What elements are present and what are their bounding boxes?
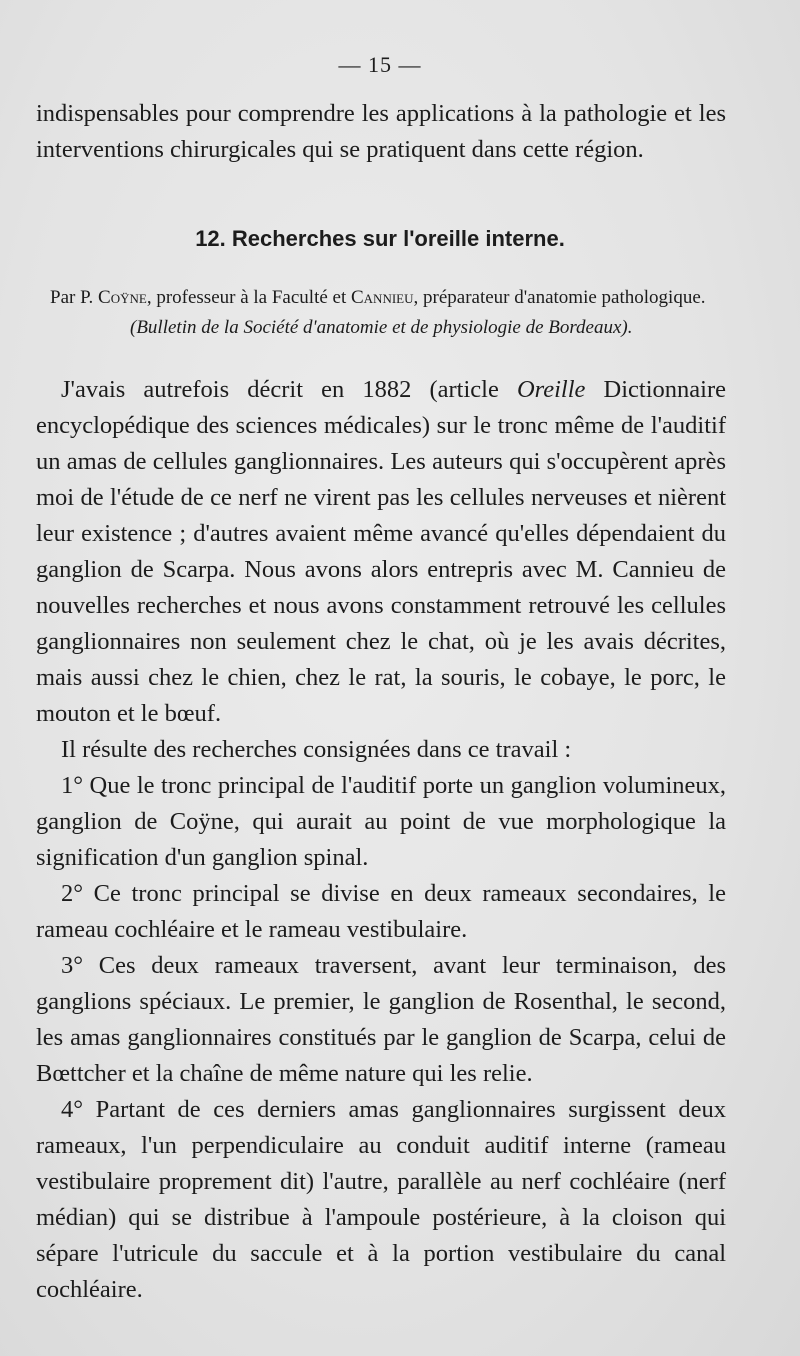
source-citation: (Bulletin de la Société d'anatomie et de physiologie de Bordeaux).: [130, 317, 633, 338]
author-cannieu: Cannieu: [351, 287, 414, 308]
page-number: — 15 —: [338, 52, 422, 77]
section-heading: 12. Recherches sur l'oreille interne.: [195, 226, 565, 251]
authors-line: [50, 283, 730, 313]
paragraph-6: 4° Partant de ces derniers amas ganglionnaires surgissent deux rameaux, l'un perpendiculaire au conduit auditif interne (rameau vestibulaire proprement dit) l'autre, parallèle au nerf cochléaire (nerf médian) qui se distribue à l'ampoule postérieure, à la cloison qui sépare l'utricule du saccule et à la portion vestibulaire du canal cochléaire.: [36, 1096, 726, 1303]
authors-prefix: Par P.: [50, 287, 99, 308]
paragraph-3: 1° Que le tronc principal de l'auditif porte un ganglion volumineux, ganglion de Coÿne, qui aurait au point de vue morphologique la signification d'un ganglion spinal.: [36, 772, 726, 871]
paragraph-1: [36, 372, 726, 732]
p1-end: Dictionnaire encyclopédique des sciences médicales) sur le tronc même de l'auditif un amas de cellules ganglionnaires. Les auteurs qui s'occupèrent après moi de l'étude de ce nerf ne virent pas les cellules nerveuses et nièrent leur existence ; d'autres avaient même avancé qu'elles dépendaient du ganglion de Scarpa. Nous avons alors entrepris avec M. Cannieu de nouvelles recherches et nous avons constamment retrouvé les cellules ganglionnaires non seulement chez le chat, où je les avais décrites, mais aussi chez le chien, chez le rat, la souris, le cobaye, le porc, le mouton et le bœuf.: [36, 376, 727, 727]
body-text: [36, 372, 726, 1308]
authors-suffix: , préparateur d'anatomie pathologique.: [413, 287, 706, 308]
p1-italic: Oreille: [516, 376, 586, 403]
authors-mid: , professeur à la Faculté et: [146, 287, 351, 308]
p1-start: J'avais autrefois décrit en 1882 (article: [61, 376, 517, 403]
paragraph-2: Il résulte des recherches consignées dans ce travail :: [61, 736, 572, 763]
paragraph-5: 3° Ces deux rameaux traversent, avant leur terminaison, des ganglions spéciaux. Le premier, le ganglion de Rosenthal, le second, les amas ganglionnaires constitués par le ganglion de Scarpa, celui de Bœttcher et la chaîne de même nature qui les relie.: [36, 952, 726, 1087]
author-coyne: Coÿne: [98, 287, 147, 308]
intro-paragraph: indispensables pour comprendre les applications à la pathologie et les interventions chirurgicales qui se pratiquent dans cette région.: [36, 100, 726, 163]
paragraph-4: 2° Ce tronc principal se divise en deux rameaux secondaires, le rameau cochléaire et le rameau vestibulaire.: [36, 880, 726, 943]
